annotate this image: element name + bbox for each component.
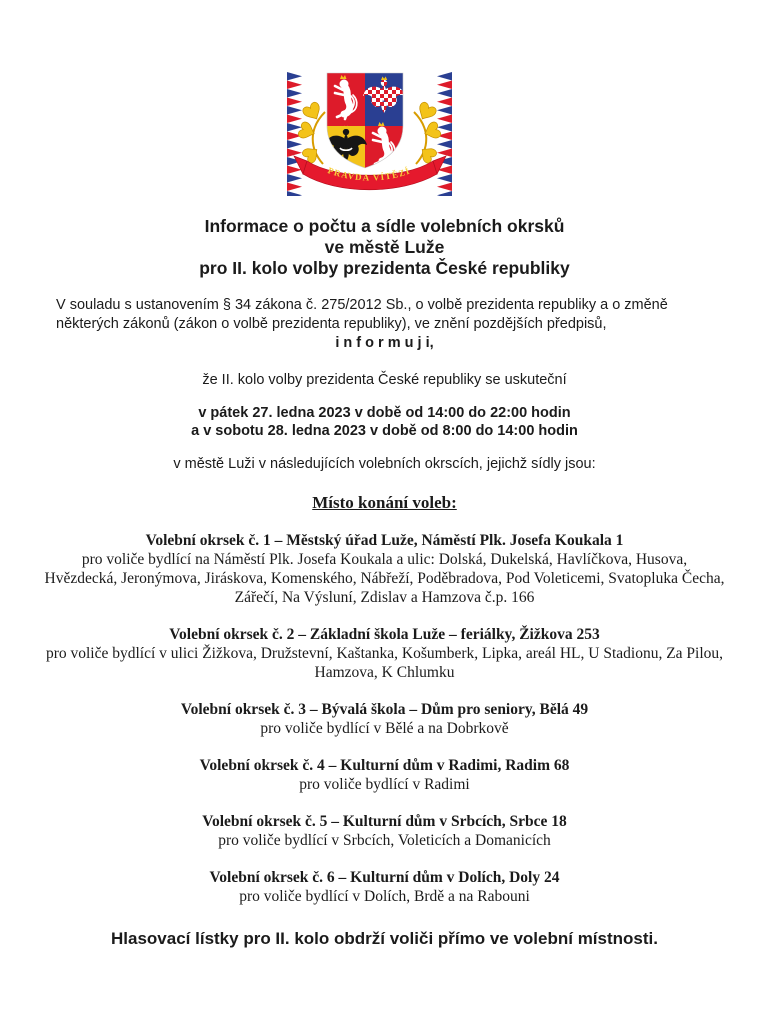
title-line-1: Informace o počtu a sídle volebních okrsků xyxy=(204,216,565,236)
title-line-3: pro II. kolo volby prezidenta České republiky xyxy=(199,258,570,278)
legal-paragraph: V souladu s ustanovením § 34 zákona č. 275/2012 Sb., o volbě prezidenta republiky a o změně některých zákonů (zákon o volbě prezidenta republiky), ve znění pozdějších předpisů, xyxy=(56,297,668,332)
district-title: Volební okrsek č. 6 – Kulturní dům v Dolích, Doly 24 xyxy=(209,869,560,886)
district-block-1 xyxy=(0,531,769,607)
motto-text: PRAVDA VÍTĚZÍ xyxy=(326,165,412,183)
footer-notice: Hlasovací lístky pro II. kolo obdrží voliči přímo ve volební místnosti. xyxy=(111,929,658,948)
district-block-3 xyxy=(0,700,769,738)
schedule-line-2: a v sobotu 28. ledna 2023 v době od 8:00 do 14:00 hodin xyxy=(191,423,578,439)
section-heading: Místo konání voleb: xyxy=(312,493,457,512)
district-title: Volební okrsek č. 5 – Kulturní dům v Srbcích, Srbce 18 xyxy=(202,813,567,830)
district-block-2 xyxy=(0,625,769,682)
district-title: Volební okrsek č. 3 – Bývalá škola – Dům pro seniory, Bělá 49 xyxy=(180,701,589,718)
quartered-shield-icon xyxy=(325,73,405,168)
inform-line: i n f o r m u j i, xyxy=(335,335,434,351)
district-description: pro voliče bydlící v ulici Žižkova, Družstevní, Kaštanka, Košumberk, Lipka, areál HL, U Stadionu, Za Pilou, Hamzova, K Chlumku xyxy=(45,645,724,681)
announcement-line: že II. kolo volby prezidenta České republiky se uskuteční xyxy=(202,372,567,388)
district-description: pro voliče bydlící v Srbcích, Voleticích a Domanicích xyxy=(218,832,551,849)
legal-paragraph-block xyxy=(56,296,713,353)
schedule-line-1: v pátek 27. ledna 2023 v době od 14:00 do 22:00 hodin xyxy=(198,405,571,421)
presidential-standard-emblem xyxy=(287,72,452,196)
location-line: v městě Luži v následujících volebních okrscích, jejichž sídly jsou: xyxy=(173,456,596,472)
district-title: Volební okrsek č. 1 – Městský úřad Luže, Náměstí Plk. Josefa Koukala 1 xyxy=(145,532,624,549)
district-description: pro voliče bydlící v Radimi xyxy=(299,776,470,793)
district-title: Volební okrsek č. 4 – Kulturní dům v Radimi, Radim 68 xyxy=(199,757,570,774)
schedule-block xyxy=(0,404,769,440)
czech-coat-of-arms-icon xyxy=(287,72,452,196)
title-line-2: ve městě Luže xyxy=(324,237,445,257)
district-block-6 xyxy=(0,868,769,906)
district-description: pro voliče bydlící v Dolích, Brdě a na Rabouni xyxy=(239,888,530,905)
district-block-5 xyxy=(0,812,769,850)
district-title: Volební okrsek č. 2 – Základní škola Luže – feriálky, Žižkova 253 xyxy=(169,626,600,643)
district-description: pro voliče bydlící na Náměstí Plk. Josefa Koukala a ulic: Dolská, Dukelská, Havlíčkova, Husova, Hvězdecká, Jeronýmova, Jiráskova, Komenského, Nábřeží, Poděbradova, Pod Voleticemi, Svatopluka Čecha, Zářečí, Na Výsluní, Zdislav a Hamzova č.p. 166 xyxy=(44,551,725,606)
page-title xyxy=(0,216,769,279)
district-block-4 xyxy=(0,756,769,794)
district-description: pro voliče bydlící v Bělé a na Dobrkově xyxy=(260,720,509,737)
